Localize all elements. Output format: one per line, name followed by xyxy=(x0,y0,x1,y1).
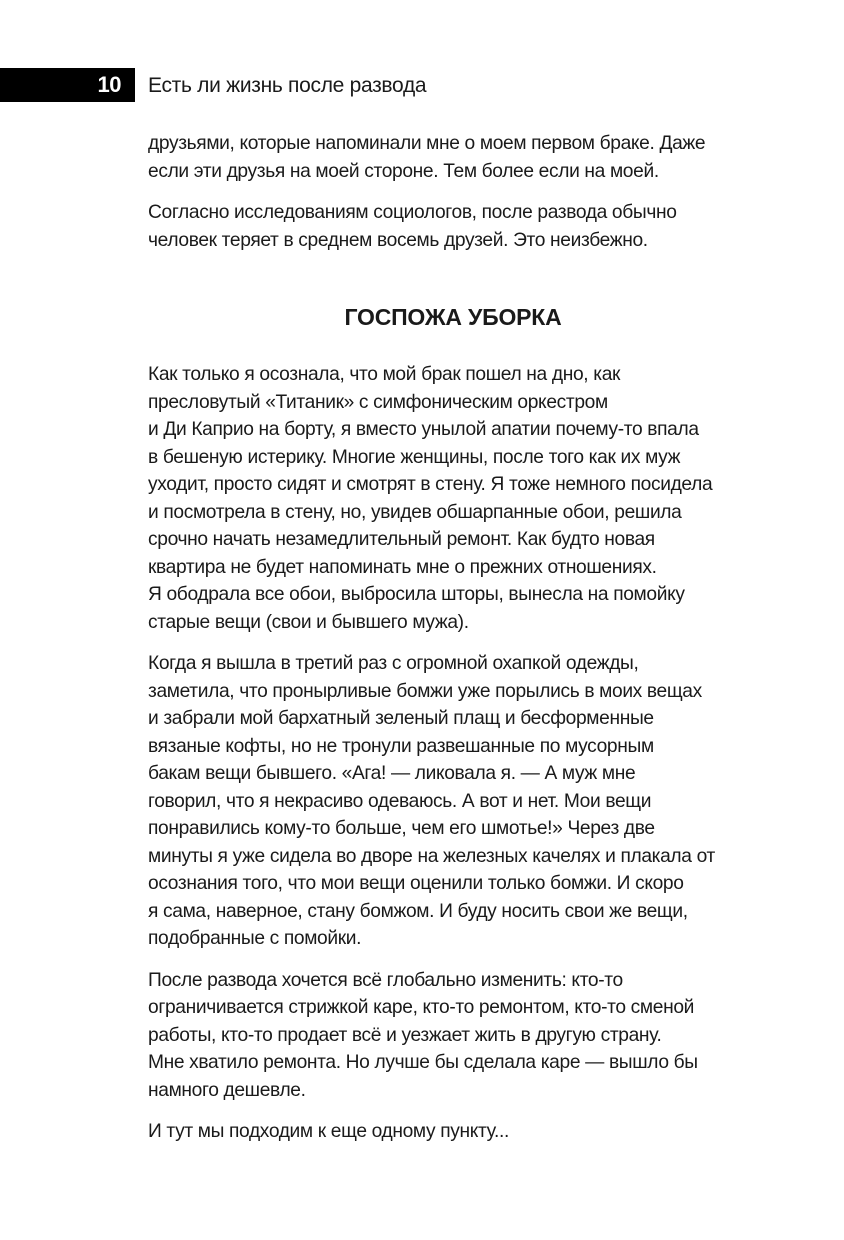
text-line: человек теряет в среднем восемь друзей. Это неизбежно. xyxy=(148,229,648,251)
text-line: Мне хватило ремонта. Но лучше бы сделала каре — вышло бы xyxy=(148,1052,698,1073)
section-paragraph-4 xyxy=(148,1118,758,1146)
text-line: понравились кому-то больше, чем его шмотье!» Через две xyxy=(148,818,655,839)
intro-paragraph-2 xyxy=(148,199,758,254)
text-line: бакам вещи бывшего. «Ага! — ликовала я. — А муж мне xyxy=(148,763,636,784)
text-line: старые вещи (свои и бывшего мужа). xyxy=(148,611,469,633)
running-title: Есть ли жизнь после развода xyxy=(148,74,427,97)
text-line: и Ди Каприо на борту, я вместо унылой апатии почему-то впала xyxy=(148,419,699,440)
text-line: и посмотрела в стену, но, увидев обшарпанные обои, решила xyxy=(148,501,682,523)
text-line: И тут мы подходим к еще одному пункту... xyxy=(148,1121,509,1142)
text-line: подобранные с помойки. xyxy=(148,928,362,949)
text-line: Я ободрала все обои, выбросила шторы, вынесла на помойку xyxy=(148,584,685,605)
text-line: После развода хочется всё глобально изменить: кто-то xyxy=(148,969,623,991)
page-number: 10 xyxy=(0,68,135,102)
text-line: ограничивается стрижкой каре, кто-то ремонтом, кто-то сменой xyxy=(148,997,695,1018)
text-line: осознания того, что мои вещи оценили только бомжи. И скоро xyxy=(148,873,684,894)
text-line: срочно начать незамедлительный ремонт. Как будто новая xyxy=(148,529,655,550)
text-line: в бешеную истерику. Многие женщины, после того как их муж xyxy=(148,446,681,468)
page-body xyxy=(148,130,758,1160)
section-paragraph-3 xyxy=(148,967,758,1105)
text-line: заметила, что пронырливые бомжи уже порылись в моих вещах xyxy=(148,680,702,702)
text-line: вязаные кофты, но не тронули развешанные по мусорным xyxy=(148,735,654,757)
text-line: пресловутый «Титаник» с симфоническим оркестром xyxy=(148,391,608,413)
section-heading: ГОСПОЖА УБОРКА xyxy=(344,304,562,330)
text-line: уходит, просто сидят и смотрят в стену. Я тоже немного посидела xyxy=(148,474,713,495)
text-line: говорил, что я некрасиво одеваюсь. А вот и нет. Мои вещи xyxy=(148,790,652,812)
text-line: если эти друзья на моей стороне. Тем более если на моей. xyxy=(148,160,659,182)
text-line: Когда я вышла в третий раз с огромной охапкой одежды, xyxy=(148,653,639,674)
text-line: Согласно исследованиям социологов, после развода обычно xyxy=(148,202,677,223)
page-header xyxy=(0,68,844,104)
intro-paragraph-1 xyxy=(148,130,758,185)
section-paragraph-2 xyxy=(148,650,758,953)
text-line: минуты я уже сидела во дворе на железных качелях и плакала от xyxy=(148,845,715,867)
text-line: друзьями, которые напоминали мне о моем первом браке. Даже xyxy=(148,133,706,154)
text-line: я сама, наверное, стану бомжом. И буду носить свои же вещи, xyxy=(148,900,688,922)
text-line: квартира не будет напоминать мне о прежних отношениях. xyxy=(148,556,657,578)
section-paragraph-1 xyxy=(148,361,758,636)
text-line: работы, кто-то продает всё и уезжает жить в другую страну. xyxy=(148,1024,662,1046)
text-line: и забрали мой бархатный зеленый плащ и бесформенные xyxy=(148,708,654,729)
text-line: намного дешевле. xyxy=(148,1079,306,1101)
text-line: Как только я осознала, что мой брак пошел на дно, как xyxy=(148,364,621,385)
